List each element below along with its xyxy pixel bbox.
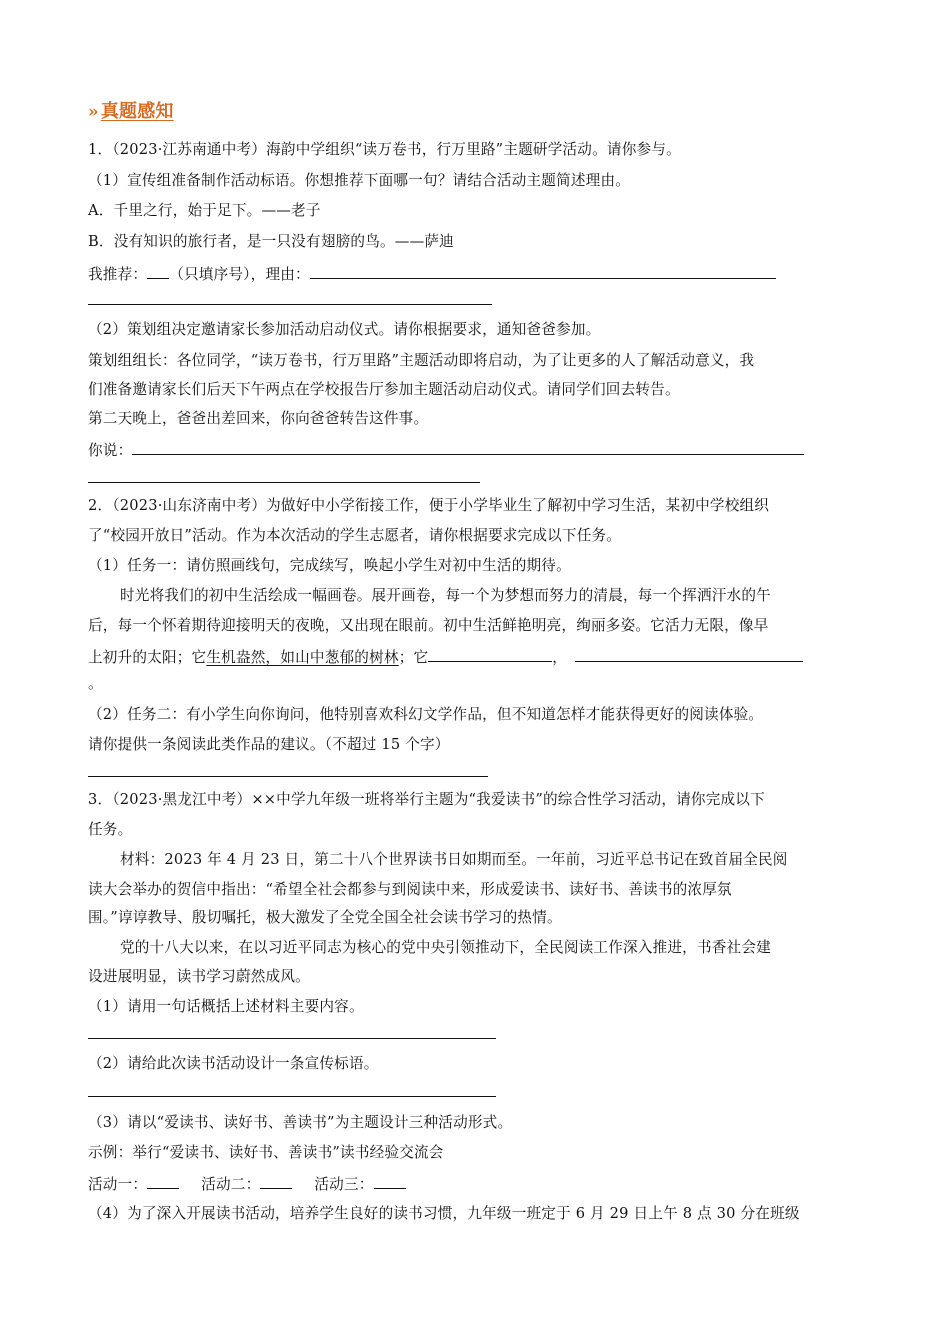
q3-material-line5: 设进展明显，读书学习蔚然成风。 [88,968,310,985]
reason-label: （只填序号），理由： [169,266,310,283]
activity2-blank[interactable] [260,1173,292,1189]
reason-blank[interactable] [310,263,776,279]
para3-comma: ， [552,649,568,666]
recommend-label: 我推荐： [88,266,148,283]
q3-stem-line2: 任务。 [88,821,133,838]
q2-task2-answer-line[interactable] [88,776,488,777]
q3-subq3: （3）请以“爱读书、读好书、善读书”为主题设计三种活动形式。 [88,1114,513,1131]
q2-paragraph-line2: 后，每一个怀着期待迎接明天的夜晚，又出现在眼前。初中生活鲜艳明亮，绚丽多姿。它活力无限，像早 [88,617,769,634]
q3-stem-line1: 3．（2023·黑龙江中考）××中学九年级一班将举行主题为“我爱读书”的综合性学习活动，请你完成以下 [88,791,765,808]
continuation-blank-2[interactable] [575,646,803,662]
q2-task2-line2: 请你提供一条阅读此类作品的建议。（不超过 15 个字） [88,736,450,753]
q1-leader-line1: 策划组组长：各位同学，“读万卷书，行万里路”主题活动即将启动，为了让更多的人了解活动意义，我 [88,352,755,369]
you-say-label: 你说： [88,442,133,459]
activity1-blank[interactable] [147,1173,179,1189]
reason-answer-line[interactable] [88,304,492,305]
you-say-blank[interactable] [132,439,804,455]
double-chevron-icon: » [88,102,99,122]
q1-leader-line2: 们准备邀请家长们后天下午两点在学校报告厅参加主题活动启动仪式。请同学们回去转告。 [88,381,680,398]
q1-part2: （2）策划组决定邀请家长参加活动启动仪式。请你根据要求，通知爸爸参加。 [88,321,601,338]
q1-next-day: 第二天晚上，爸爸出差回来，你向爸爸转告这件事。 [88,410,429,427]
q1-part1: （1）宣传组准备制作活动标语。你想推荐下面哪一句？请结合活动主题简述理由。 [88,172,631,189]
q1-option-b: B．没有知识的旅行者，是一只没有翅膀的鸟。——萨迪 [88,233,454,250]
section-title: 真题感知 [100,101,174,122]
continuation-blank-1[interactable] [428,646,552,662]
q3-activities-line [88,1173,406,1195]
q2-stem-line1: 2．（2023·山东济南中考）为做好中小学衔接工作，便于小学毕业生了解初中学习生活，某初中学校组织 [88,497,770,514]
activity3-blank[interactable] [374,1173,406,1189]
q2-paragraph-line3 [88,646,803,668]
q3-subq4: （4）为了深入开展读书活动，培养学生良好的读书习惯，九年级一班定于 6 月 29 日上午 8 点 30 分在班级 [88,1205,800,1222]
q3-material-line3: 围。”谆谆教导、殷切嘱托，极大激发了全党全国全社会读书学习的热情。 [88,909,562,926]
q1-recommend-line [88,263,776,285]
activity3-label: 活动三： [314,1176,374,1193]
underlined-model-sentence: 生机盎然，如山中葱郁的树林 [206,649,399,666]
recommend-choice-blank[interactable] [147,263,169,279]
q3-material-line1: 材料：2023 年 4 月 23 日，第二十八个世界读书日如期而至。一年前，习近平总书记在致首届全民阅 [120,851,788,868]
you-say-answer-line[interactable] [88,482,480,483]
q3-subq1: （1）请用一句话概括上述材料主要内容。 [88,998,364,1015]
para3-mid: ；它 [398,649,429,666]
q2-stem-line2: 了“校园开放日”活动。作为本次活动的学生志愿者，请你根据要求完成以下任务。 [88,527,622,544]
q2-paragraph-end: 。 [88,675,103,692]
q1-stem: 1．（2023·江苏南通中考）海韵中学组织“读万卷书，行万里路”主题研学活动。请你参与。 [88,141,681,158]
activity2-label: 活动二： [201,1176,261,1193]
q3-material-line2: 读大会举办的贺信中指出：“希望全社会都参与到阅读中来，形成爱读书、读好书、善读书的浓厚氛 [88,881,732,898]
activity1-label: 活动一： [88,1176,148,1193]
q3-material-line4: 党的十八大以来，在以习近平同志为核心的党中央引领推动下，全民阅读工作深入推进，书香社会建 [120,939,771,956]
q3-subq1-answer-line[interactable] [88,1038,496,1039]
para3-prefix: 上初升的太阳；它 [88,649,207,666]
q3-subq2-answer-line[interactable] [88,1096,496,1097]
q2-task1: （1）任务一：请仿照画线句，完成续写，唤起小学生对初中生活的期待。 [88,557,571,574]
section-heading [88,102,174,123]
q3-subq2: （2）请给此次读书活动设计一条宣传标语。 [88,1055,379,1072]
q2-paragraph-line1: 时光将我们的初中生活绘成一幅画卷。展开画卷，每一个为梦想而努力的清晨，每一个挥洒汗水的午 [120,587,771,604]
q1-option-a: A．千里之行，始于足下。——老子 [88,202,321,219]
q2-task2-line1: （2）任务二：有小学生向你询问，他特别喜欢科幻文学作品，但不知道怎样才能获得更好的阅读体验。 [88,706,764,723]
q1-you-say-line [88,439,804,461]
q3-example: 示例：举行“爱读书、读好书、善读书”读书经验交流会 [88,1144,444,1161]
